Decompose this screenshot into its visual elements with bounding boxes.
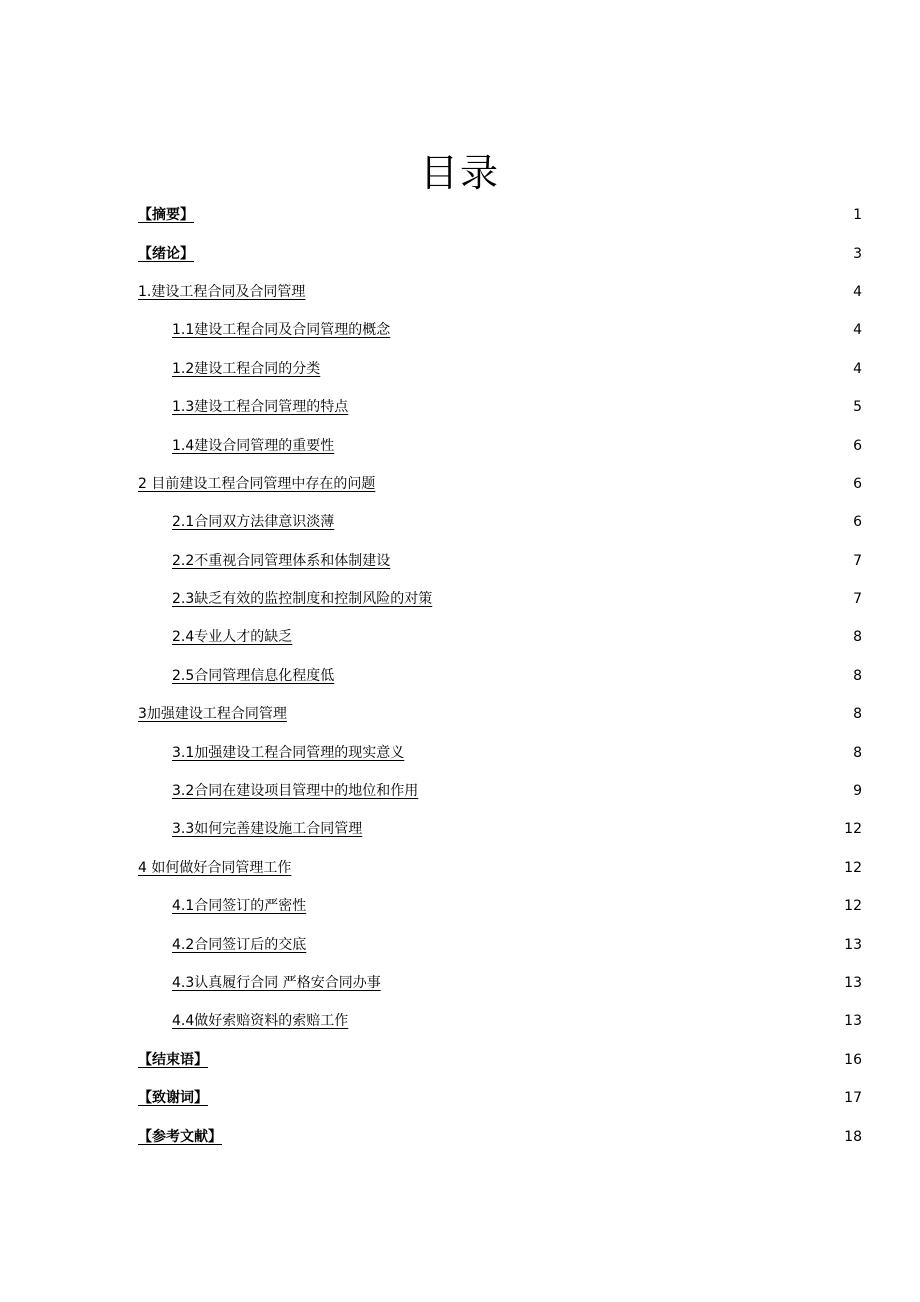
toc-entry-link[interactable]: 3.1加强建设工程合同管理的现实意义 [172, 744, 405, 761]
toc-entry[interactable] [138, 1002, 862, 1040]
toc-page-number: 12 [844, 821, 862, 838]
dot-leader [410, 743, 849, 763]
dot-leader [438, 589, 849, 609]
toc-entry[interactable] [138, 695, 862, 733]
toc-entry[interactable] [138, 618, 862, 656]
toc-entry-link[interactable]: 【致谢词】 [138, 1090, 208, 1107]
dot-leader [200, 205, 849, 225]
toc-entry[interactable] [138, 849, 862, 887]
toc-entry[interactable] [138, 465, 862, 503]
dot-leader [228, 1127, 840, 1147]
dot-leader [214, 1088, 840, 1108]
toc-page-number: 6 [853, 514, 862, 531]
toc-entry-link[interactable]: 1.3建设工程合同管理的特点 [172, 399, 349, 416]
toc-entry-link[interactable]: 【结束语】 [138, 1051, 208, 1068]
toc-entry-link[interactable]: 3加强建设工程合同管理 [138, 706, 287, 723]
toc-entry[interactable] [138, 580, 862, 618]
toc-entry-link[interactable]: 4.1合同签订的严密性 [172, 898, 307, 915]
toc-page-number: 7 [853, 591, 862, 608]
toc-entry-link[interactable]: 4.4做好索赔资料的索赔工作 [172, 1013, 349, 1030]
toc-page-number: 3 [853, 245, 862, 262]
toc-page-number: 8 [853, 706, 862, 723]
toc-entry-link[interactable]: 1.1建设工程合同及合同管理的概念 [172, 322, 391, 339]
dot-leader [396, 320, 849, 340]
toc-page-number: 5 [853, 399, 862, 416]
toc-entry-link[interactable]: 1.2建设工程合同的分类 [172, 360, 321, 377]
dot-leader [354, 1011, 840, 1031]
toc-entry[interactable] [138, 388, 862, 426]
toc-page-number: 13 [844, 936, 862, 953]
toc-page-number: 4 [853, 360, 862, 377]
toc-entry-link[interactable]: 4.2合同签订后的交底 [172, 936, 307, 953]
table-of-contents [138, 196, 862, 1156]
toc-page-number: 6 [853, 475, 862, 492]
toc-entry-link[interactable]: 2.3缺乏有效的监控制度和控制风险的对策 [172, 591, 433, 608]
toc-page-number: 9 [853, 783, 862, 800]
toc-page-number: 8 [853, 629, 862, 646]
toc-entry[interactable] [138, 503, 862, 541]
dot-leader [340, 512, 849, 532]
toc-entry[interactable] [138, 311, 862, 349]
toc-page-number: 8 [853, 744, 862, 761]
toc-entry[interactable] [138, 1041, 862, 1079]
toc-entry-link[interactable]: 1.4建设合同管理的重要性 [172, 437, 335, 454]
toc-entry[interactable] [138, 810, 862, 848]
toc-page-number: 7 [853, 552, 862, 569]
toc-entry[interactable] [138, 772, 862, 810]
toc-page-number: 13 [844, 975, 862, 991]
dot-leader [354, 397, 849, 417]
toc-entry-link[interactable]: 3.3如何完善建设施工合同管理 [172, 821, 363, 838]
dot-leader [340, 666, 849, 686]
dot-leader [424, 781, 849, 801]
dot-leader [293, 704, 849, 724]
toc-page-number: 1 [853, 207, 862, 224]
toc-entry-link[interactable]: 4.3认真履行合同 严格安合同办事 [172, 975, 381, 991]
toc-entry-link[interactable]: 2.4专业人才的缺乏 [172, 629, 293, 646]
toc-entry-link[interactable]: 2 目前建设工程合同管理中存在的问题 [138, 475, 376, 492]
dot-leader [381, 474, 849, 494]
toc-entry[interactable] [138, 196, 862, 234]
toc-page-number: 17 [844, 1090, 862, 1107]
toc-entry-link[interactable]: 4 如何做好合同管理工作 [138, 859, 292, 876]
toc-page-number: 6 [853, 437, 862, 454]
dot-leader [311, 282, 849, 302]
toc-entry[interactable] [138, 273, 862, 311]
toc-entry[interactable] [138, 657, 862, 695]
toc-entry[interactable] [138, 964, 862, 1002]
dot-leader [387, 973, 840, 993]
dot-leader [312, 935, 840, 955]
dot-leader [312, 896, 840, 916]
page-title: 目录 [419, 151, 500, 196]
toc-page-number: 16 [844, 1051, 862, 1068]
toc-entry[interactable] [138, 925, 862, 963]
toc-entry-link[interactable]: 【绪论】 [138, 245, 194, 262]
toc-entry[interactable] [138, 426, 862, 464]
toc-entry[interactable] [138, 234, 862, 272]
dot-leader [200, 244, 849, 264]
dot-leader [326, 359, 849, 379]
toc-page-number: 8 [853, 667, 862, 684]
dot-leader [340, 436, 849, 456]
dot-leader [214, 1050, 840, 1070]
dot-leader [396, 551, 849, 571]
toc-page-number: 12 [844, 859, 862, 876]
toc-page-number: 12 [844, 898, 862, 915]
toc-page-number: 18 [844, 1128, 862, 1145]
toc-page-number: 4 [853, 322, 862, 339]
toc-page-number: 13 [844, 1013, 862, 1030]
toc-entry[interactable] [138, 733, 862, 771]
dot-leader [368, 819, 840, 839]
toc-page-number: 4 [853, 283, 862, 300]
dot-leader [297, 858, 840, 878]
toc-entry-link[interactable]: 【参考文献】 [138, 1128, 222, 1145]
toc-entry-link[interactable]: 2.1合同双方法律意识淡薄 [172, 514, 335, 531]
toc-entry[interactable] [138, 1117, 862, 1155]
toc-entry[interactable] [138, 887, 862, 925]
toc-entry[interactable] [138, 1079, 862, 1117]
toc-entry[interactable] [138, 542, 862, 580]
toc-entry-link[interactable]: 2.2不重视合同管理体系和体制建设 [172, 552, 391, 569]
toc-entry-link[interactable]: 1.建设工程合同及合同管理 [138, 283, 306, 300]
toc-entry-link[interactable]: 2.5合同管理信息化程度低 [172, 667, 335, 684]
toc-entry[interactable] [138, 350, 862, 388]
toc-entry-link[interactable]: 【摘要】 [138, 207, 194, 224]
toc-entry-link[interactable]: 3.2合同在建设项目管理中的地位和作用 [172, 783, 419, 800]
dot-leader [298, 627, 849, 647]
